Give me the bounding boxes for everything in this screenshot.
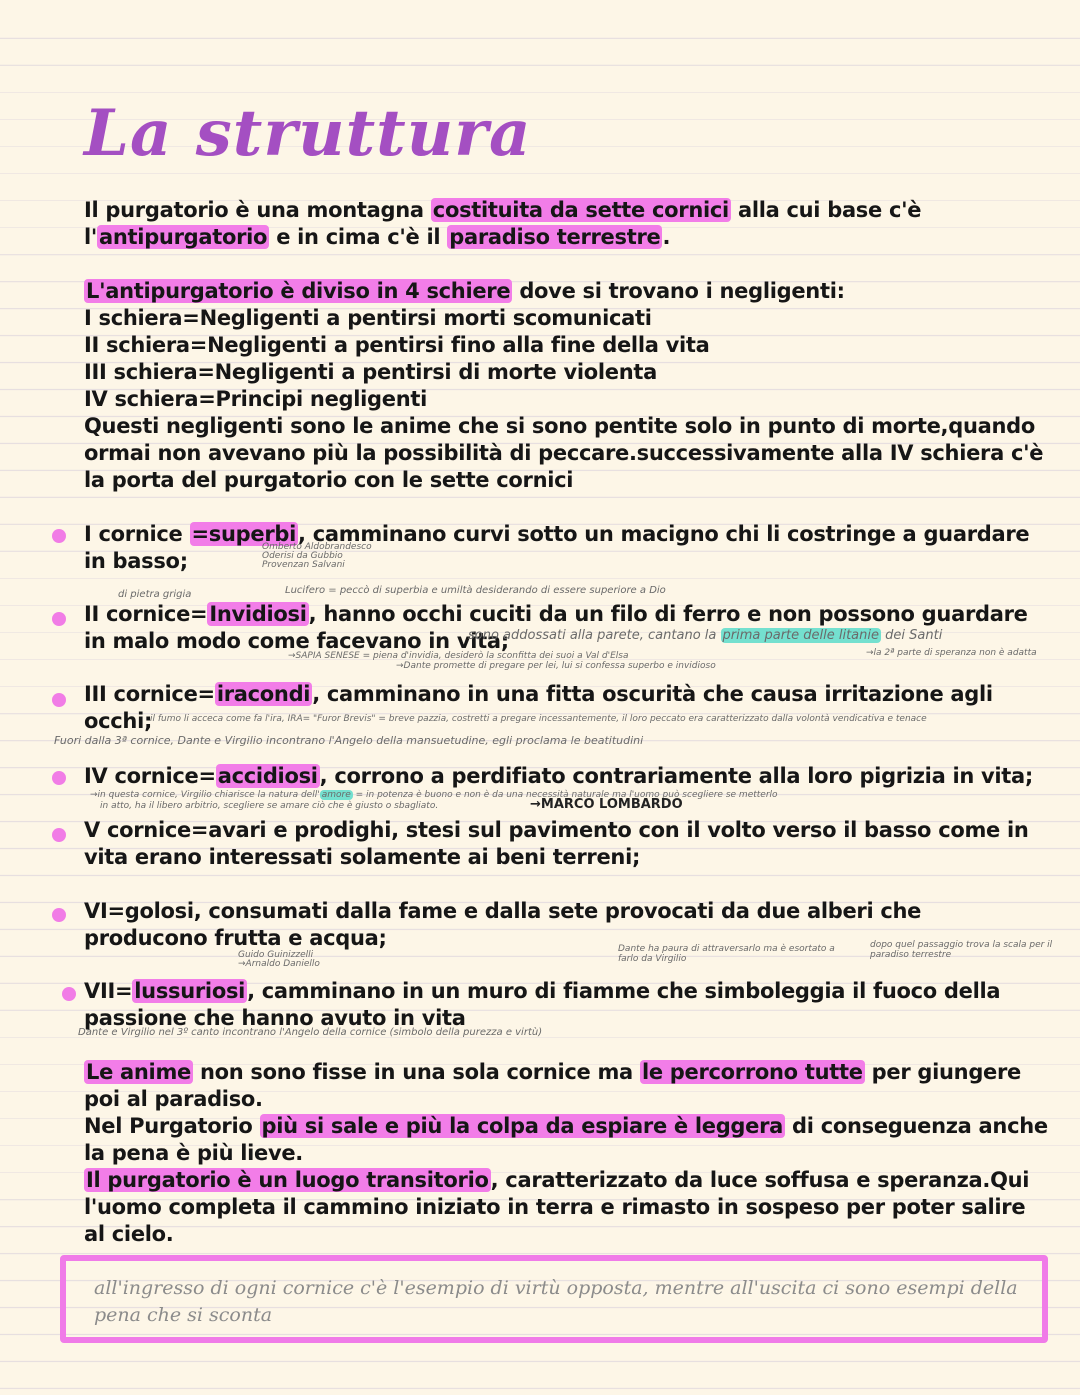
highlight: Il purgatorio è un luogo transitorio (86, 1168, 489, 1192)
annotation (262, 543, 372, 570)
annotation-text: = in potenza è buono e non è da una necessità naturale ma l'uomo può scegliere se metterlo (352, 790, 778, 800)
annotation: →MARCO LOMBARDO (530, 797, 683, 812)
annotation: Dante ha paura di attraversarlo ma è esortato a farlo da Virgilio (618, 944, 835, 964)
intro-text: e in cima c'è il (269, 225, 448, 249)
highlight: paradiso terrestre (449, 225, 661, 249)
conclusion-text: , caratterizzato da luce soffusa e speranza.Qui l'uomo completa il cammino iniziato in terra e rimasto in sospeso per poter salire al cielo. (84, 1168, 1030, 1246)
conclusion-text: non sono fisse in una sola cornice ma (192, 1060, 640, 1084)
conclusion-paragraph (84, 1167, 1050, 1248)
cornice-text: VII= (84, 979, 133, 1003)
boxed-note-text: all'ingresso di ogni cornice c'è l'esempio di virtù opposta, mentre all'uscita ci sono esempi della pena che si sconta (94, 1277, 1018, 1326)
highlight: Le anime (86, 1060, 191, 1084)
highlight: Invidiosi (209, 602, 307, 626)
cornice-6: VI=golosi, consumati dalla fame e dalla sete provocati da due alberi che producono frutta e acqua; (84, 899, 922, 950)
cornice-text: , corrono a perdifiato contrariamente alla loro pigrizia in vita; (319, 764, 1034, 788)
bullet-dot (52, 529, 66, 543)
annotation-line: Omberto Aldobrandesco (262, 542, 372, 552)
bullet-dot (52, 828, 66, 842)
annotation-line: Provenzan Salvani (262, 560, 345, 570)
cornice-text: I cornice (84, 522, 190, 546)
highlight: le percorrono tutte (641, 1060, 863, 1084)
annotation: →Dante promette di pregare per lei, lui si confessa superbo e invidioso (396, 661, 716, 671)
conclusion-paragraph (84, 1113, 1050, 1167)
highlight: L'antipurgatorio è diviso in 4 schiere (86, 279, 511, 303)
negligenti-paragraph: Questi negligenti sono le anime che si sono pentite solo in punto di morte,quando ormai non avevano più la possibilità di peccare.successivamente alla IV schiera c'è la porta del purgatorio con le sette cornici (84, 414, 1044, 492)
annotation: Lucifero = peccò di superbia e umiltà desiderando di essere superiore a Dio (285, 585, 666, 596)
cornice-1 (84, 521, 1050, 575)
cornice-text: , hanno occhi cuciti da un filo di ferro e non possono guardare in malo modo come facevano in vita; (84, 602, 1028, 653)
bullet-dot (52, 612, 66, 626)
annotation: in atto, ha il libero arbitrio, scegliere se amare ciò che è giusto o sbagliato. (100, 801, 439, 811)
annotation: Fuori dalla 3ª cornice, Dante e Virgilio incontrano l'Angelo della mansuetudine, egli proclama le beatitudini (54, 734, 644, 747)
highlight: lussuriosi (134, 979, 246, 1003)
intro-paragraph (84, 197, 1050, 251)
annotation-text: →in questa cornice, Virgilio chiarisce la natura dell' (90, 790, 320, 800)
cornice-text: II cornice= (84, 602, 208, 626)
annotation (238, 951, 320, 969)
highlight: antipurgatorio (99, 225, 268, 249)
intro-text: . (662, 225, 671, 249)
intro-text: alla cui base c'è l' (84, 198, 922, 249)
teal-highlight: prima parte delle litanie (722, 628, 880, 643)
annotation: →SAPIA SENESE = piena d'invidia, desiderò la sconfitta dei suoi a Val d'Elsa (288, 651, 629, 661)
page-title: La struttura (84, 96, 532, 171)
schiera-line: III schiera=Negligenti a pentirsi di morte violenta (84, 360, 657, 384)
highlight: più si sale e più la colpa da espiare è leggera (261, 1114, 784, 1138)
cornice-4 (84, 763, 1050, 790)
conclusion-paragraph (84, 1059, 1050, 1113)
annotation-line: Oderisi da Gubbio (262, 551, 343, 561)
annotation: di pietra grigia (118, 589, 192, 600)
highlight: costituita da sette cornici (432, 198, 729, 222)
highlight: iracondi (216, 682, 311, 706)
bullet-dot (62, 987, 76, 1001)
annotation: il fumo li acceca come fa l'ira, IRA= "Furor Brevis" = breve pazzia, costretti a pregare incessantemente, il loro peccato era caratterizzato dalla volontà vendicativa e tenace (150, 714, 927, 724)
teal-highlight: amore (321, 790, 351, 800)
bullet-dot (52, 693, 66, 707)
bullet-dot (52, 771, 66, 785)
cornice-text: , camminano in una fitta oscurità che causa irritazione agli occhi; (84, 682, 993, 733)
antipurgatorio-heading-text: dove si trovano i negligenti: (512, 279, 845, 303)
boxed-note (60, 1255, 1048, 1343)
intro-text: Il purgatorio è una montagna (84, 198, 431, 222)
annotation-text: sono addossati alla parete, cantano la (468, 628, 721, 643)
cornice-text: , camminano in un muro di fiamme che simboleggia il fuoco della passione che hanno avuto in vita (84, 979, 1001, 1030)
highlight: accidiosi (217, 764, 318, 788)
schiera-line: I schiera=Negligenti a pentirsi morti scomunicati (84, 306, 652, 330)
annotation-text: dei Santi (881, 628, 943, 643)
annotation (468, 630, 942, 642)
antipurgatorio-section (84, 278, 1050, 494)
schiera-line: IV schiera=Principi negligenti (84, 387, 428, 411)
cornice-text: , camminano curvi sotto un macigno chi li costringe a guardare in basso; (84, 522, 1030, 573)
annotation: →la 2ª parte di speranza non è adatta (866, 648, 1037, 658)
annotation-line: Guido Guinizzelli (238, 950, 314, 960)
highlight: =superbi (191, 522, 297, 546)
conclusion-section (84, 1059, 1050, 1248)
cornice-text: III cornice= (84, 682, 215, 706)
annotation: dopo quel passaggio trova la scala per il paradiso terrestre (870, 940, 1053, 960)
antipurgatorio-heading (84, 278, 1050, 305)
schiera-line: II schiera=Negligenti a pentirsi fino alla fine della vita (84, 333, 710, 357)
conclusion-text: Nel Purgatorio (84, 1114, 260, 1138)
annotation: Dante e Virgilio nel 3º canto incontrano l'Angelo della cornice (simbolo della purezza e virtù) (78, 1027, 543, 1038)
cornice-text: IV cornice= (84, 764, 216, 788)
conclusion-text: di conseguenza anche la pena è più lieve. (84, 1114, 1048, 1165)
cornice-3 (84, 681, 1050, 735)
annotation-line: →Arnaldo Daniello (238, 959, 320, 969)
cornice-5: V cornice=avari e prodighi, stesi sul pavimento con il volto verso il basso come in vita erano interessati solamente ai beni terreni; (84, 818, 1029, 869)
cornice-7 (84, 978, 1050, 1032)
bullet-dot (52, 908, 66, 922)
conclusion-text: per giungere poi al paradiso. (84, 1060, 1021, 1111)
